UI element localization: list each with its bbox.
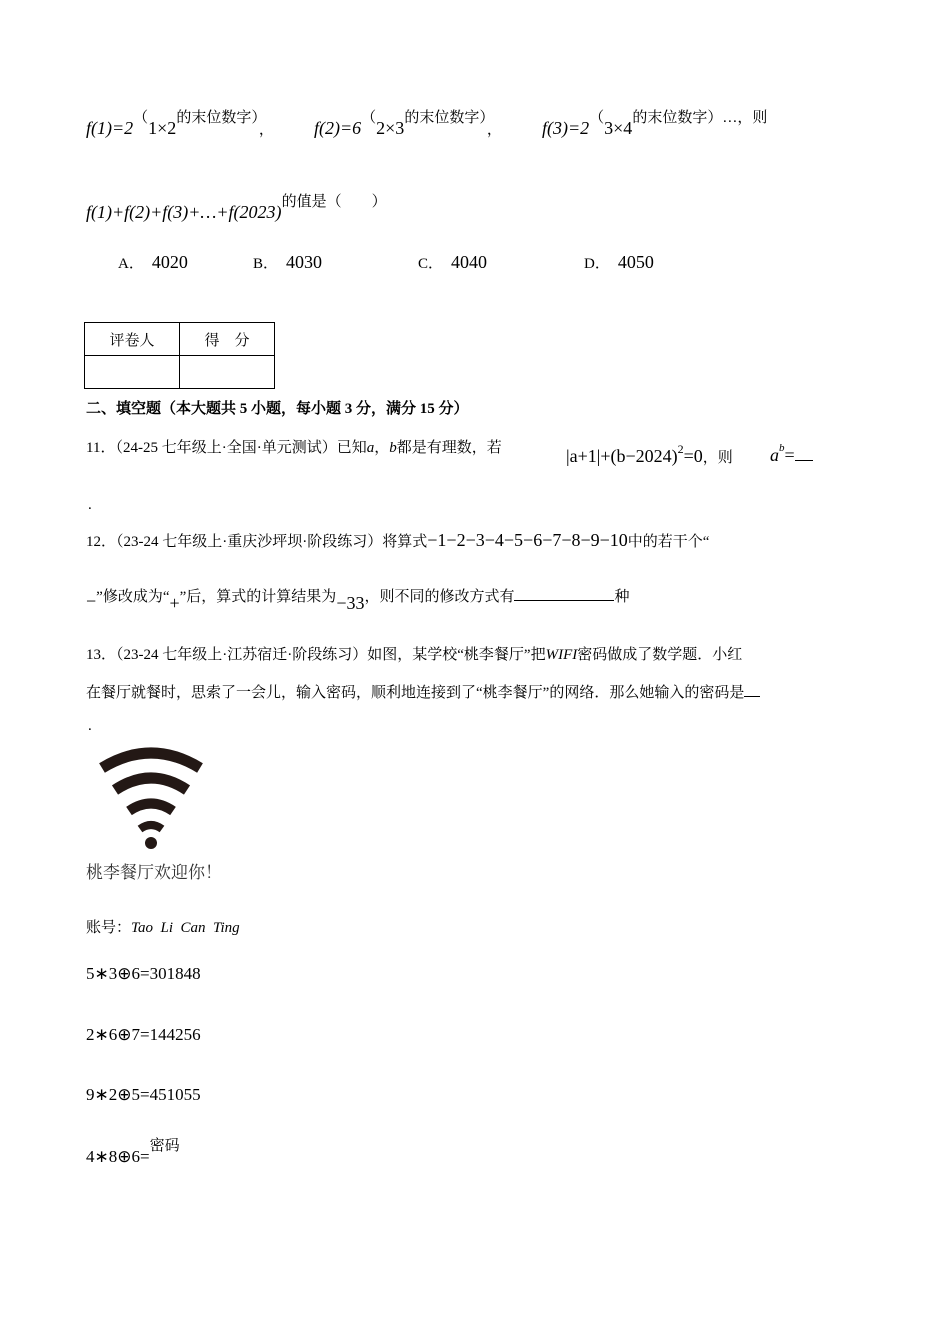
q10-f3-expr: 3×4 <box>604 118 633 138</box>
option-a-value: 4020 <box>151 252 188 272</box>
q13-answer-blank[interactable] <box>744 696 760 697</box>
q11-eq: =0 <box>683 446 703 466</box>
q13-dot: . <box>88 718 92 734</box>
q12-expr: −1−2−3−4−5−6−7−8−9−10 <box>427 530 628 550</box>
figure-account-label: 账号： <box>86 920 132 936</box>
q12-text2: 中的若干个“ <box>627 534 710 550</box>
q13-line2 <box>86 681 760 702</box>
q11-text1: 已知 <box>336 440 367 456</box>
q10-f1-tail: 的末位数字） <box>176 110 259 126</box>
q12-answer-blank[interactable] <box>514 600 614 601</box>
q11-text4: ，则 <box>702 450 733 466</box>
q10-f1-expr: 1×2 <box>148 118 177 138</box>
score-table-score-header: 得 分 <box>180 323 275 356</box>
option-d-value: 4050 <box>617 252 654 272</box>
option-b[interactable] <box>253 252 322 273</box>
wifi-dot <box>145 837 157 849</box>
q10-f2-lhs: f(2)=6 <box>314 118 362 138</box>
figure-eq4 <box>86 1138 180 1167</box>
figure-eq1: 5∗3⊕6=301848 <box>86 964 201 983</box>
wifi-arc-3 <box>129 804 173 812</box>
wifi-icon <box>96 744 206 852</box>
q11-ab-base: a <box>770 445 779 465</box>
q10-sum-expr: f(1)+f(2)+f(3)+…+f(2023) <box>86 202 282 222</box>
q12-text6: 种 <box>614 589 630 605</box>
section2-title: 二、填空题（本大题共 5 小题，每小题 3 分，满分 15 分） <box>86 401 469 417</box>
q10-f2-paren: （ <box>361 110 377 126</box>
figure-welcome: 桃李餐厅欢迎你！ <box>86 863 222 883</box>
q11-var-a: a <box>366 440 375 456</box>
wifi-arc-2 <box>115 778 187 790</box>
q11-dot: . <box>88 497 92 513</box>
q13-source: （23-24 七年级上·江苏宿迁·阶段练习） <box>116 647 368 663</box>
option-a[interactable] <box>118 252 188 273</box>
q12-num: 12． <box>86 534 117 550</box>
q13-num: 13． <box>86 647 117 663</box>
q10-sum <box>86 194 387 223</box>
q11-answer-blank[interactable] <box>795 460 813 461</box>
q10-f2-expr: 2×3 <box>376 118 405 138</box>
q11-formula <box>566 442 733 467</box>
q13-text2: 密码做成了数学题．小红 <box>577 647 743 663</box>
q10-f1-lhs: f(1)=2 <box>86 118 134 138</box>
q11-source: （24-25 七年级上·全国·单元测试） <box>115 440 337 456</box>
q11-expr: |a+1|+(b−2024) <box>566 446 678 466</box>
q12-line2 <box>86 585 630 613</box>
q12-text4: ”后，算式的计算结果为 <box>179 589 337 605</box>
q10-f2-comma: ， <box>486 122 502 138</box>
q11-eq2: = <box>784 445 795 465</box>
q12-plus: + <box>169 593 180 613</box>
option-c-label: C． <box>418 256 444 272</box>
q12-minus: − <box>86 591 97 611</box>
q12-result: −33 <box>336 593 365 613</box>
q10-f2 <box>314 110 502 139</box>
q10-f1 <box>86 110 274 139</box>
figure-account <box>86 916 240 937</box>
q11-text3: 都是有理数，若 <box>396 440 502 456</box>
q10-f3-lhs: f(3)=2 <box>542 118 590 138</box>
q11-var-b: b <box>389 440 397 456</box>
q10-f1-paren: （ <box>133 110 149 126</box>
q11-ab <box>770 442 813 466</box>
q11-line1 <box>86 436 502 457</box>
q11-ab-exp: b <box>779 442 785 454</box>
score-table-grader-cell[interactable] <box>85 356 180 389</box>
score-table-grader-header: 评卷人 <box>85 323 180 356</box>
wifi-arc-inner <box>140 825 162 829</box>
figure-eq3: 9∗2⊕5=451055 <box>86 1085 201 1104</box>
option-c[interactable] <box>418 252 487 273</box>
q10-f1-comma: ， <box>258 122 274 138</box>
figure-eq2: 2∗6⊕7=144256 <box>86 1025 201 1044</box>
q10-f3-paren: （ <box>589 110 605 126</box>
q10-f3 <box>542 110 768 139</box>
q11-num: 11． <box>86 440 116 456</box>
q12-text1: 将算式 <box>382 534 428 550</box>
score-table-score-cell[interactable] <box>180 356 275 389</box>
q11-exp2: 2 <box>677 442 684 456</box>
option-c-value: 4040 <box>451 252 488 272</box>
figure-eq4-expr: 4∗8⊕6= <box>86 1147 150 1166</box>
option-d-label: D． <box>584 256 610 272</box>
option-a-label: A． <box>118 256 144 272</box>
option-b-value: 4030 <box>286 252 323 272</box>
figure-account-value: Tao Li Can Ting <box>131 920 240 936</box>
q10-f2-tail: 的末位数字） <box>404 110 487 126</box>
q13-line2-text: 在餐厅就餐时，思索了一会儿，输入密码，顺利地连接到了“桃李餐厅”的网络．那么她输入的密码是 <box>86 685 745 701</box>
q13-text1: 如图，某学校“桃李餐厅”把 <box>367 647 546 663</box>
q13-wifi: WIFI <box>545 647 578 663</box>
option-b-label: B． <box>253 256 279 272</box>
wifi-arc-outer <box>102 753 200 768</box>
score-table <box>84 322 275 389</box>
q12-line1 <box>86 530 709 551</box>
q12-text5: ，则不同的修改方式有 <box>364 589 515 605</box>
q10-f3-tail: 的末位数字）…，则 <box>632 110 768 126</box>
q12-text3: ”修改成为“ <box>96 589 170 605</box>
q12-source: （23-24 七年级上·重庆沙坪坝·阶段练习） <box>116 534 383 550</box>
q11-text2: ， <box>374 440 390 456</box>
q10-sum-tail: 的值是（ ） <box>281 194 387 210</box>
figure-eq4-tail: 密码 <box>149 1138 180 1154</box>
q13-line1 <box>86 643 742 664</box>
option-d[interactable] <box>584 252 654 273</box>
